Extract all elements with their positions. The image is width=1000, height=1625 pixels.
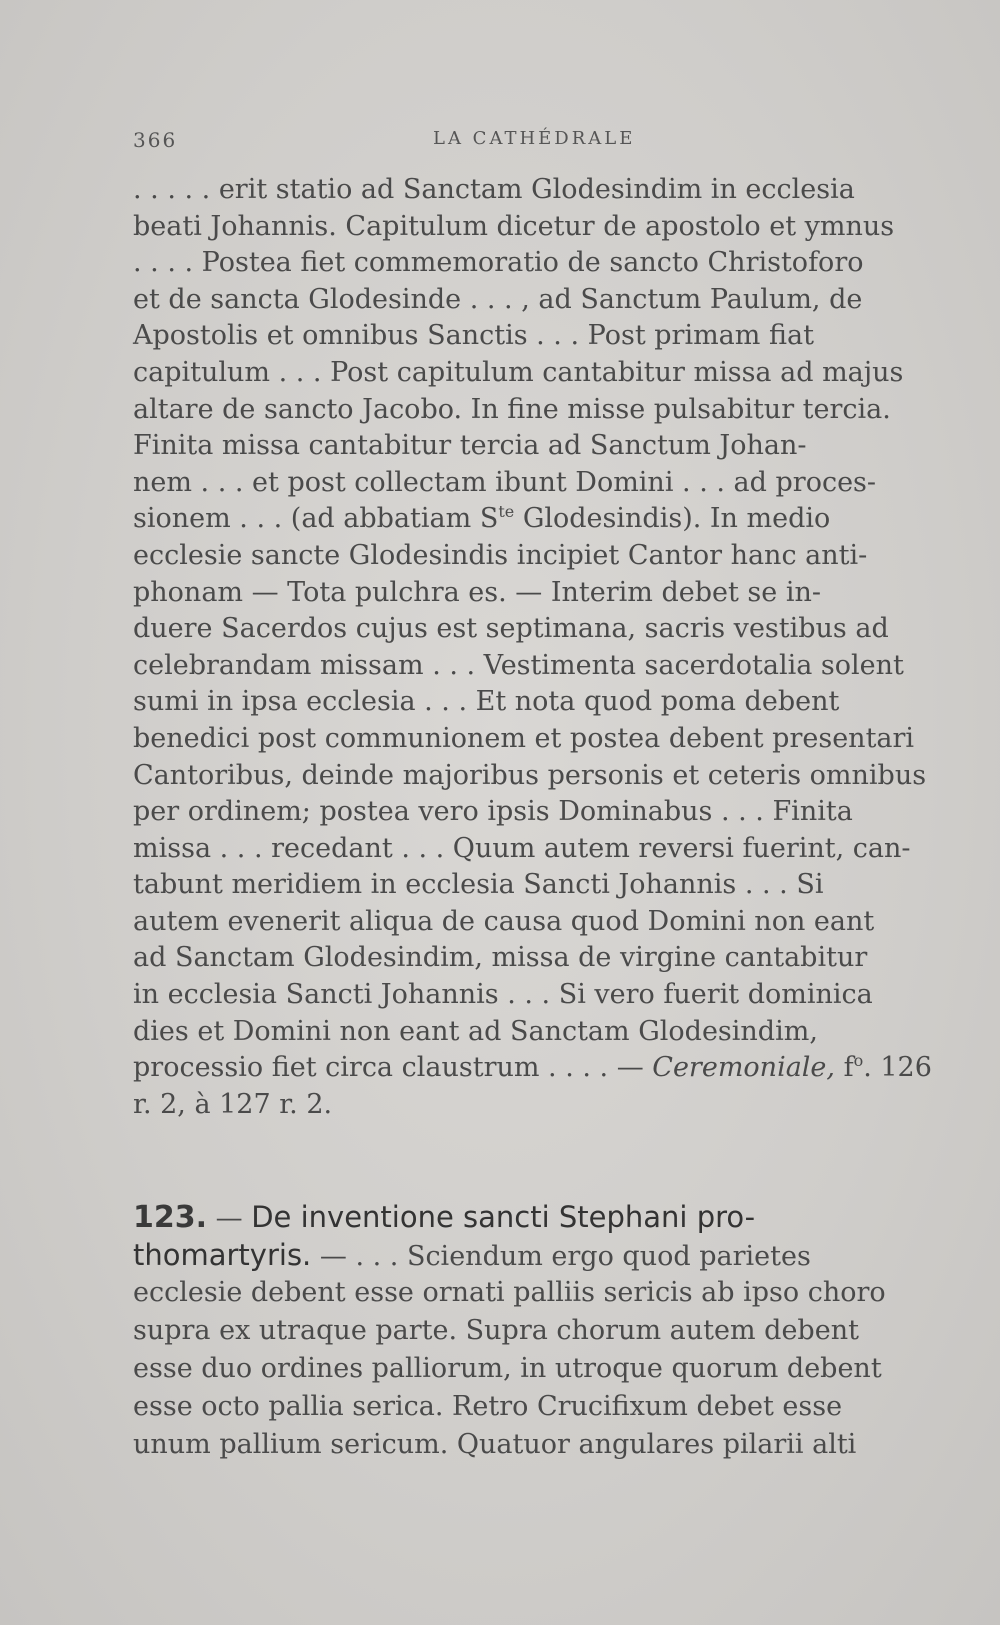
text-segment: . 126 <box>863 1052 932 1084</box>
running-head <box>133 128 923 158</box>
text-line: phonam — Tota pulchra es. — Interim debet se in- <box>133 576 821 608</box>
citation-title: Ceremoniale, <box>652 1052 835 1084</box>
text-line: autem evenerit aliqua de causa quod Domini non eant <box>133 905 875 937</box>
text-line: celebrandam missam . . . Vestimenta sacerdotalia solent <box>133 649 904 681</box>
running-title: LA CATHÉDRALE <box>433 128 636 149</box>
superscript: te <box>498 502 515 522</box>
text-line: Apostolis et omnibus Sanctis . . . Post primam fiat <box>133 320 814 352</box>
text-line: ecclesie sancte Glodesindis incipiet Cantor hanc anti- <box>133 539 868 571</box>
text-segment: processio fiet circa claustrum . . . . — <box>133 1052 653 1084</box>
text-line: missa . . . recedant . . . Quum autem reversi fuerint, can- <box>133 832 911 864</box>
section-heading-line <box>133 1198 923 1236</box>
text-line: ecclesie debent esse ornati palliis sericis ab ipso choro <box>133 1277 886 1308</box>
text-segment: sionem . . . (ad abbatiam S <box>133 503 499 535</box>
text-line: nem . . . et post collectam ibunt Domini . . . ad proces- <box>133 466 877 498</box>
section-123 <box>133 1198 923 1464</box>
text-line: altare de sancto Jacobo. In fine misse pulsabitur tercia. <box>133 393 891 425</box>
text-line: supra ex utraque parte. Supra chorum autem debent <box>133 1315 859 1346</box>
section-number: 123. <box>133 1200 208 1235</box>
text-line: tabunt meridiem in ecclesia Sancti Johannis . . . Si <box>133 869 824 901</box>
text-line: benedici post communionem et postea debent presentari <box>133 722 915 754</box>
text-line: esse duo ordines palliorum, in utroque quorum debent <box>133 1353 882 1384</box>
text-segment: — . . . Sciendum ergo quod parietes <box>311 1241 811 1272</box>
text-line: Cantoribus, deinde majoribus personis et ceteris omnibus <box>133 759 927 791</box>
text-line: unum pallium sericum. Quatuor angulares pilarii alti <box>133 1429 857 1460</box>
text-line: r. 2, à 127 r. 2. <box>133 1088 333 1120</box>
superscript: o <box>853 1051 864 1071</box>
section-title: De inventione sancti Stephani pro- <box>251 1200 756 1234</box>
text-line: esse octo pallia serica. Retro Crucifixum debet esse <box>133 1391 843 1422</box>
text-segment: Glodesindis). In medio <box>514 503 831 535</box>
body-text <box>133 172 932 1123</box>
page-number: 366 <box>133 128 178 152</box>
citation-line <box>133 1050 932 1087</box>
section-heading-line-2 <box>133 1236 923 1274</box>
text-line: in ecclesia Sancti Johannis . . . Si vero fuerit dominica <box>133 979 873 1011</box>
text-line: Finita missa cantabitur tercia ad Sanctum Johan- <box>133 430 807 462</box>
text-line: dies et Domini non eant ad Sanctam Glodesindim, <box>133 1015 818 1047</box>
text-line: et de sancta Glodesinde . . . , ad Sanctum Paulum, de <box>133 283 863 315</box>
heading-dash: — <box>207 1203 252 1234</box>
text-line: sumi in ipsa ecclesia . . . Et nota quod poma debent <box>133 686 840 718</box>
text-line-with-superscript <box>133 501 923 538</box>
text-line: . . . . . erit statio ad Sanctam Glodesindim in ecclesia <box>133 174 855 205</box>
text-line: capitulum . . . Post capitulum cantabitur missa ad majus <box>133 356 904 388</box>
text-line: beati Johannis. Capitulum dicetur de apostolo et ymnus <box>133 210 895 242</box>
text-line: duere Sacerdos cujus est septimana, sacris vestibus ad <box>133 613 889 645</box>
text-segment: f <box>835 1052 854 1084</box>
text-line: per ordinem; postea vero ipsis Dominabus . . . Finita <box>133 796 853 828</box>
section-title-continued: thomartyris. <box>133 1238 312 1272</box>
text-line: ad Sanctam Glodesindim, missa de virgine cantabitur <box>133 942 868 974</box>
text-line: . . . . Postea fiet commemoratio de sancto Christoforo <box>133 247 864 279</box>
